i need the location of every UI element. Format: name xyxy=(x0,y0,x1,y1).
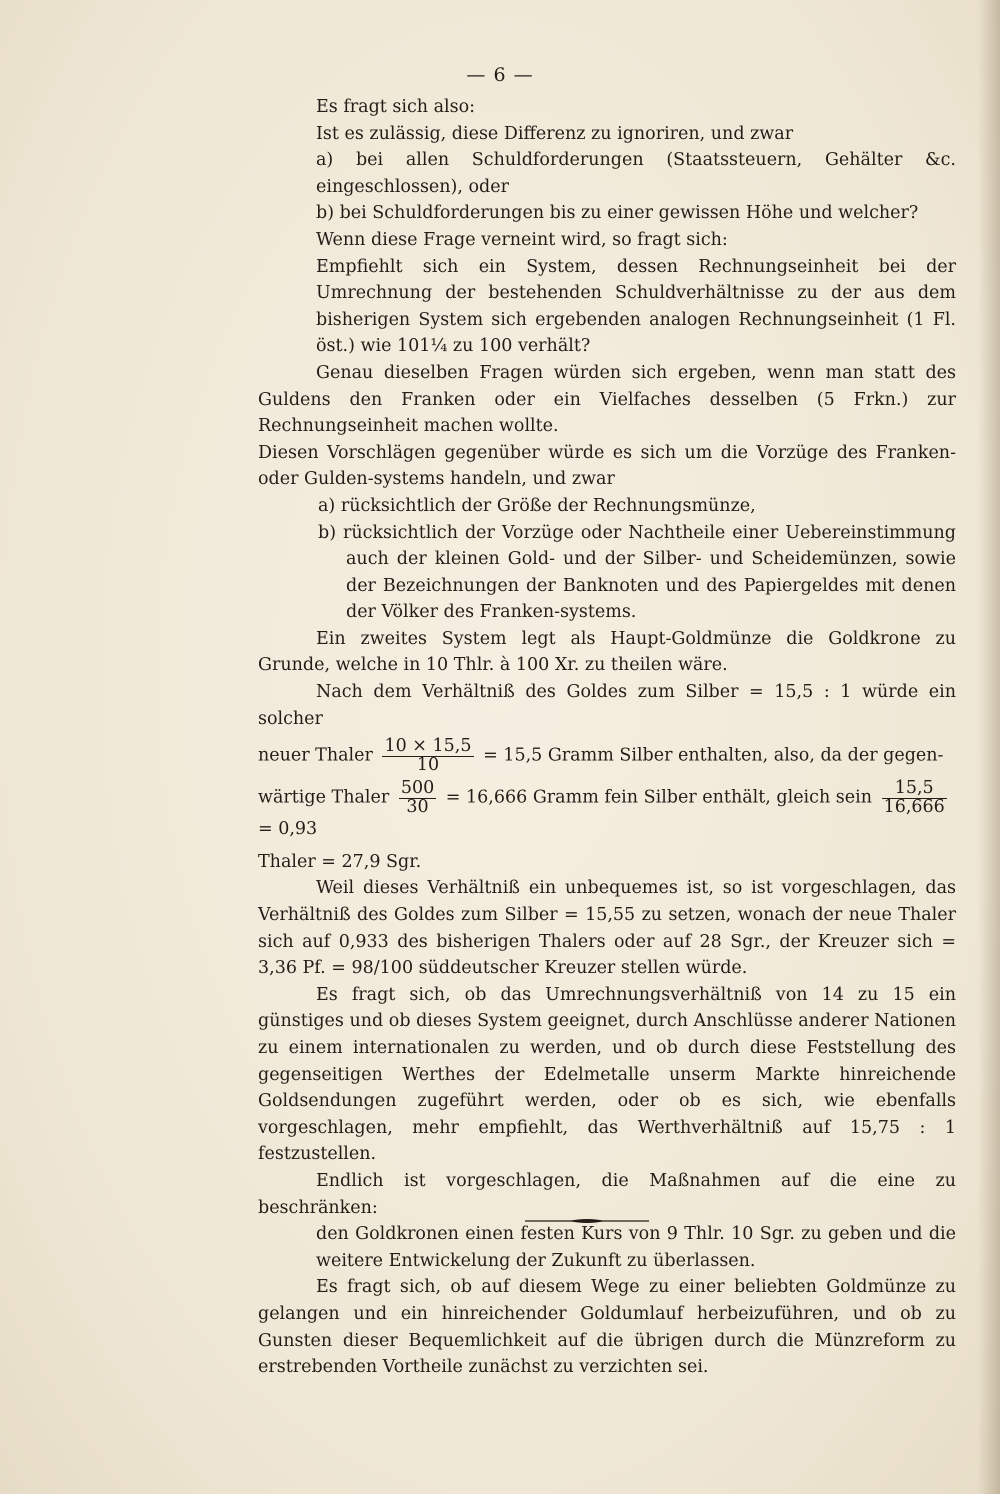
paragraph-second-system: Ein zweites System legt als Haupt-Goldmünze die Goldkrone zu Grunde, welche in 10 Thlr. à 100 Xr. zu theilen wäre. xyxy=(258,628,956,676)
end-ornament-rule xyxy=(525,1217,649,1225)
fraction xyxy=(382,738,473,774)
paragraph-ratio: Nach dem Verhältniß des Goldes zum Silber = 15,5 : 1 würde ein solcher xyxy=(258,682,956,729)
paragraph-if-denied: Wenn diese Frage verneint wird, so fragt sich: xyxy=(316,229,728,250)
paragraph-intro: Es fragt sich also: xyxy=(316,97,476,117)
option-a: a) bei allen Schuldforderungen (Staatssteuern, Gehälter &c. eingeschlossen), oder xyxy=(316,150,956,197)
fraction-numerator: 500 xyxy=(400,778,435,799)
question-system: Empfiehlt sich ein System, dessen Rechnungseinheit bei der Umrechnung der bestehenden Schuldverhältnisse zu der aus dem bisherigen System sich ergebenden analogen Rechnungseinheit (1 Fl. öst.) wie 101¼ zu 100 verhält? xyxy=(316,256,956,357)
paragraph-conversion: Es fragt sich, ob das Umrechnungsverhältniß von 14 zu 15 ein günstiges und ob dieses System geeignet, durch Anschlüsse anderer Nationen zu einem internationalen zu werden, und ob durch diese Feststellung des gegenseitigen Werthes der Edelmetalle unserm Markte hinreichende Goldsendungen zugeführt werden, oder ob es sich, wie ebenfalls vorgeschlagen, mehr empfiehlt, das Werthverhältniß auf 15,75 : 1 festzustellen. xyxy=(258,984,956,1165)
page-number: — 6 — xyxy=(466,64,534,86)
formula-continuation: Thaler = 27,9 Sgr. xyxy=(258,851,422,872)
fraction-denominator: 10 xyxy=(416,754,440,775)
fraction-numerator: 10 × 15,5 xyxy=(384,736,472,757)
formula-label: wärtige Thaler xyxy=(258,787,390,808)
formula-new-thaler xyxy=(258,738,956,774)
formula-current-thaler xyxy=(258,780,956,843)
fraction-denominator: 16,666 xyxy=(883,796,945,817)
paragraph-finally: Endlich ist vorgeschlagen, die Maßnahmen auf die eine zu beschränken: xyxy=(258,1170,956,1218)
document-body xyxy=(258,94,956,1381)
proposal-goldkronen: den Goldkronen einen festen Kurs von 9 Thlr. 10 Sgr. zu geben und die weitere Entwickelung der Zukunft zu überlassen. xyxy=(316,1224,956,1271)
paragraph-conclusion: Es fragt sich, ob auf diesem Wege zu einer beliebten Goldmünze zu gelangen und ein hinreichender Goldumlauf herbeizuführen, und ob zu Gunsten dieser Bequemlichkeit auf die übrigen durch die Münzreform zu erstrebenden Vortheile zunächst zu verzichten sei. xyxy=(258,1277,956,1378)
fraction-numerator: 15,5 xyxy=(882,780,947,799)
fraction xyxy=(399,780,436,816)
formula-label: neuer Thaler xyxy=(258,745,373,766)
fraction xyxy=(882,780,947,816)
option-b: b) bei Schuldforderungen bis zu einer gewissen Höhe und welcher? xyxy=(316,203,919,224)
page-edge-shadow xyxy=(978,0,1000,1494)
formula-result: = 15,5 Gramm Silber enthalten, also, da der gegen- xyxy=(483,745,944,766)
formula-result: = 0,93 xyxy=(258,819,318,840)
point-a: a) rücksichtlich der Größe der Rechnungsmünze, xyxy=(318,495,756,516)
paragraph-same-questions: Genau dieselben Fragen würden sich ergeben, wenn man statt des Guldens den Franken oder ein Vielfaches desselben (5 Frkn.) zur Rechnungseinheit machen wollte. xyxy=(258,362,956,437)
fraction-denominator: 30 xyxy=(406,796,429,817)
question-line: Ist es zulässig, diese Differenz zu ignoriren, und zwar xyxy=(316,123,794,144)
point-b: b) rücksichtlich der Vorzüge oder Nachtheile einer Uebereinstimmung auch der kleinen Gold- und der Silber- und Scheidemünzen, sowie der Bezeichnungen der Banknoten und des Papiergeldes mit denen der Völker des Franken-systems. xyxy=(318,522,956,623)
formula-middle: = 16,666 Gramm fein Silber enthält, gleich sein xyxy=(445,787,872,808)
paragraph-inconvenient: Weil dieses Verhältniß ein unbequemes ist, so ist vorgeschlagen, das Verhältniß des Goldes zum Silber = 15,55 zu setzen, wonach der neue Thaler sich auf 0,933 des bisherigen Thalers oder auf 28 Sgr., der Kreuzer sich = 3,36 Pf. = 98/100 süddeutscher Kreuzer stellen würde. xyxy=(258,878,956,979)
paragraph-proposals: Diesen Vorschlägen gegenüber würde es sich um die Vorzüge des Franken- oder Gulden-systems handeln, und zwar xyxy=(258,442,956,490)
